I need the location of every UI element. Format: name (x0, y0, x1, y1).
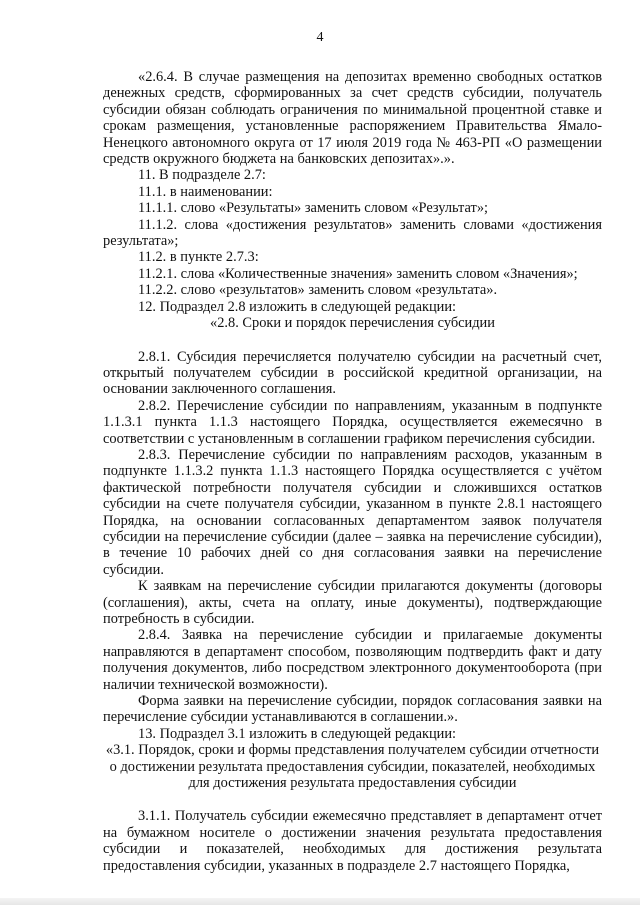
page-bottom-edge (0, 898, 640, 905)
paragraph-2-8-4: 2.8.4. Заявка на перечисление субсидии и прилагаемые документы направляются в департамент способом, позволяющим подтвердить факт и дату получения документов, либо посредством электронного документооборота (при наличии технической возможности). (103, 627, 602, 693)
paragraph-12: 12. Подраздел 2.8 изложить в следующей редакции: (138, 298, 457, 315)
spacer (103, 791, 602, 808)
paragraph-11: 11. В подразделе 2.7: (138, 167, 266, 184)
paragraph-3-1-1: 3.1.1. Получатель субсидии ежемесячно представляет в департамент отчет на бумажном носителе о достижении значения результата предоставления субсидии и показателей, необходимых для достижения результата предоставления субсидии, указанных в подразделе 2.7 настоящего Порядка, (103, 808, 602, 874)
paragraph-11-2-2: 11.2.2. слово «результатов» заменить словом «результата». (138, 282, 498, 299)
paragraph-form: Форма заявки на перечисление субсидии, порядок согласования заявки на перечисление субсидии устанавливаются в соглашении.». (103, 693, 602, 726)
paragraph-attachments: К заявкам на перечисление субсидии прилагаются документы (договоры (соглашения), акты, счета на оплату, иные документы), подтверждающие потребность в субсидии. (103, 578, 602, 627)
heading-2-8: «2.8. Сроки и порядок перечисления субсидии (210, 315, 495, 332)
paragraph-11-1: 11.1. в наименовании: (138, 183, 273, 200)
paragraph-2-6-4: «2.6.4. В случае размещения на депозитах временно свободных остатков денежных средств, сформированных за счет средств субсидии, получатель субсидии обязан соблюдать ограничения по минимальной процентной ставке и срокам размещения, установленные распоряжением Правительства Ямало-Ненецкого автономного округа от 17 июля 2019 года № 463-РП «О размещении средств окружного бюджета на банковских депозитах».». (103, 69, 602, 168)
paragraph-2-8-2: 2.8.2. Перечисление субсидии по направлениям, указанным в подпункте 1.1.3.1 пункта 1.1.3 настоящего Порядка, осуществляется ежемесячно в соответствии с установленным в соглашении графиком перечисления субсидии. (103, 397, 602, 447)
paragraph-11-1-2: 11.1.2. слова «достижения результатов» заменить словами «достижения результата»; (103, 216, 602, 250)
heading-3-1: «3.1. Порядок, сроки и формы представления получателем субсидии отчетности о достижении результата предоставления субсидии, показателей, необходимых для достижения результата предоставления субсидии (105, 742, 600, 792)
paragraph-2-8-3: 2.8.3. Перечисление субсидии по направлениям расходов, указанным в подпункте 1.1.3.2 пункта 1.1.3 настоящего Порядка осуществляется с учётом фактической потребности получателя субсидии и сложившихся остатков субсидии на счете получателя субсидии, указанном в пункте 2.8.1 настоящего Порядка, на основании согласованных департаментом заявок получателя субсидии на перечисление субсидии (далее – заявка на перечисление субсидии), в течение 10 рабочих дней со дня согласования заявки на перечисление субсидии. (103, 446, 602, 578)
document-body (103, 69, 602, 874)
paragraph-11-2: 11.2. в пункте 2.7.3: (138, 249, 259, 266)
paragraph-11-1-1: 11.1.1. слово «Результаты» заменить словом «Результат»; (138, 200, 489, 217)
paragraph-13: 13. Подраздел 3.1 изложить в следующей редакции: (138, 725, 457, 742)
paragraph-11-2-1: 11.2.1. слова «Количественные значения» заменить словом «Значения»; (138, 265, 578, 282)
spacer (103, 332, 602, 349)
page-number: 4 (316, 30, 324, 45)
paragraph-2-8-1: 2.8.1. Субсидия перечисляется получателю субсидии на расчетный счет, открытый получателем субсидии в российской кредитной организации, на основании заключенного соглашения. (103, 348, 602, 398)
